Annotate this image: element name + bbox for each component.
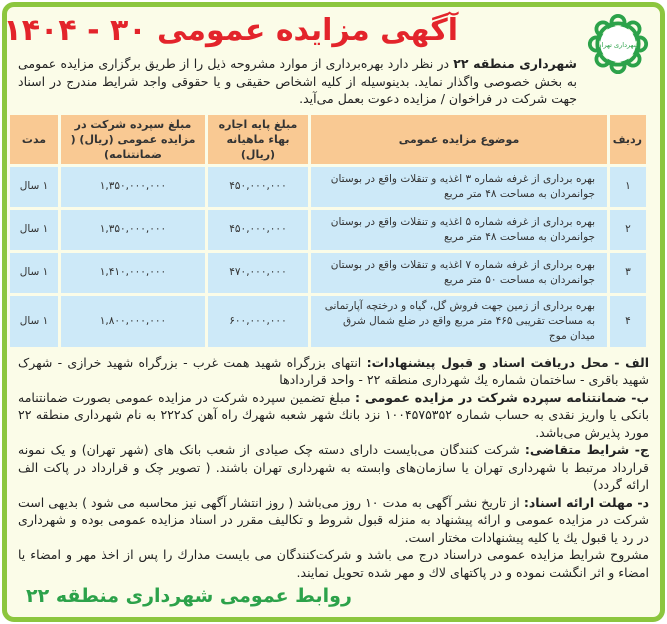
row-no: ۴ bbox=[610, 296, 646, 347]
intro-bold: شهرداری منطقه ۲۲ bbox=[453, 56, 577, 71]
intro-paragraph bbox=[18, 55, 577, 108]
row-deposit: ۱,۸۰۰,۰۰۰,۰۰۰ bbox=[61, 296, 205, 347]
row-base-price: ۴۵۰,۰۰۰,۰۰۰ bbox=[208, 167, 308, 207]
section-jim bbox=[18, 441, 649, 494]
table-row bbox=[10, 296, 646, 347]
logo-text: شهرداری تهران bbox=[596, 40, 640, 49]
row-base-price: ۶۰۰,۰۰۰,۰۰۰ bbox=[208, 296, 308, 347]
row-term: ۱ سال bbox=[10, 296, 58, 347]
row-deposit: ۱,۳۵۰,۰۰۰,۰۰۰ bbox=[61, 167, 205, 207]
row-no: ۱ bbox=[610, 167, 646, 207]
row-base-price: ۴۷۰,۰۰۰,۰۰۰ bbox=[208, 253, 308, 293]
col-header-base-price: مبلغ پایه اجاره بهاء ماهیانه (ریال) bbox=[208, 115, 308, 164]
conditions-body bbox=[18, 354, 649, 582]
ad-frame bbox=[2, 2, 665, 622]
row-deposit: ۱,۳۵۰,۰۰۰,۰۰۰ bbox=[61, 210, 205, 250]
section-alef bbox=[18, 354, 649, 389]
table-row bbox=[10, 253, 646, 293]
row-term: ۱ سال bbox=[10, 210, 58, 250]
row-term: ۱ سال bbox=[10, 167, 58, 207]
row-term: ۱ سال bbox=[10, 253, 58, 293]
row-no: ۲ bbox=[610, 210, 646, 250]
section-text: از تاریخ نشر آگهی به مدت ۱۰ روز می‌باشد ( روز انتشار آگهی نیز محاسبه می شود ) بدیهی است شرکت در مزایده عمومی و ارائه پیشنهاد به منزله قبول شروط و تکالیف مقرر در اسناد مزایده عمومی بوده و شهرداری در رد یا قبول یك یا کلیه پیشنهادات مختار است. bbox=[18, 494, 649, 545]
col-header-deposit: مبلغ سپرده شرکت در مزایده عمومی (ریال) ( ضمانتنامه) bbox=[61, 115, 205, 164]
col-header-subject: موضوع مزایده عمومی bbox=[311, 115, 607, 164]
section-text: مبلغ تضمین سپرده شرکت در مزایده عمومی بصورت ضمانتنامه بانکی یا واریز نقدی به حساب شماره ۱۰۰۴۵۷۵۳۵۲ نزد بانك شهر شعبه شهرك راه آهن کد۲۲۲ به نام شهرداری منطقه ۲۲ مورد پذیرش می‌باشد. bbox=[18, 389, 649, 440]
row-deposit: ۱,۴۱۰,۰۰۰,۰۰۰ bbox=[61, 253, 205, 293]
table-row bbox=[10, 167, 646, 207]
section-heading: الف - محل دریافت اسناد و قبول پیشنهادات: bbox=[366, 354, 650, 370]
section-dal bbox=[18, 494, 649, 547]
tehran-municipality-logo bbox=[587, 13, 649, 75]
section-heading: ج- شرایط متقاضی: bbox=[524, 442, 649, 457]
section-final bbox=[18, 546, 649, 581]
col-header-row-no: ردیف bbox=[610, 115, 646, 164]
auction-table bbox=[7, 112, 649, 350]
ad-header bbox=[3, 11, 649, 55]
row-base-price: ۴۵۰,۰۰۰,۰۰۰ bbox=[208, 210, 308, 250]
row-subject: بهره برداری از زمین جهت فروش گل، گیاه و درختچه آپارتمانی به مساحت تقریبی ۴۶۵ متر مربع واقع در ضلع شمال شرق میدان موج bbox=[311, 296, 607, 347]
section-text: انتهای بزرگراه شهید همت غرب - بزرگراه شهید خرازی - شهرک شهید باقری - ساختمان شماره یك شهرداری منطقه ۲۲ - واحد قراردادها bbox=[18, 354, 649, 387]
row-subject: بهره برداری از غرفه شماره ۳ اغذیه و تنقلات واقع در بوستان جوانمردان به مساحت ۴۸ متر مربع bbox=[311, 167, 607, 207]
intro-text: در نظر دارد بهره‌برداری از موارد مشروحه ذیل را از طریق برگزاری مزایده عمومی به بخش خصوصی واگذار نماید. بدینوسیله از کلیه اشخاص حقیقی و یا حقوقی واجد شرایط مندرج در اسناد جهت شرکت در فراخوان / مزایده دعوت بعمل می‌آید. bbox=[18, 56, 577, 106]
signature: روابط عمومی شهرداری منطقه ۲۲ bbox=[26, 585, 352, 607]
col-header-term: مدت bbox=[10, 115, 58, 164]
row-subject: بهره برداری از غرفه شماره ۷ اغذیه و تنقلات واقع در بوستان جوانمردان به مساحت ۵۰ متر مربع bbox=[311, 253, 607, 293]
section-heading: ب- ضمانتنامه سپرده شرکت در مزایده عمومی : bbox=[355, 389, 650, 405]
table-row bbox=[10, 210, 646, 250]
section-text: شرکت کنندگان می‌بایست دارای دسته چک صیادی از شعب بانک های (شهر تهران) و یک نمونه قرارداد مرتبط با شهرداری تهران یا سازمان‌های وابسته به شهرداری تهران باشند. ( تصویر چک و قرارداد در پاکت الف ارائه گردد) bbox=[18, 442, 649, 492]
section-text: مشروح شرایط مزایده عمومی دراسناد درج می باشد و شرکت‌کنندگان می بایست مدارك را پس از اخذ مهر و امضاء یا امضاء و اثر انگشت نموده و در پاکتهای لاك و مهر شده تحویل نمایند. bbox=[18, 547, 649, 580]
ad-title: آگهی مزایده عمومی ۳۰ - ۱۴۰۴ bbox=[3, 13, 458, 48]
row-no: ۳ bbox=[610, 253, 646, 293]
section-be bbox=[18, 389, 649, 442]
row-subject: بهره برداری از غرفه شماره ۵ اغذیه و تنقلات واقع در بوستان جوانمردان به مساحت ۴۸ متر مربع bbox=[311, 210, 607, 250]
section-heading: د- مهلت ارائه اسناد: bbox=[523, 494, 650, 510]
